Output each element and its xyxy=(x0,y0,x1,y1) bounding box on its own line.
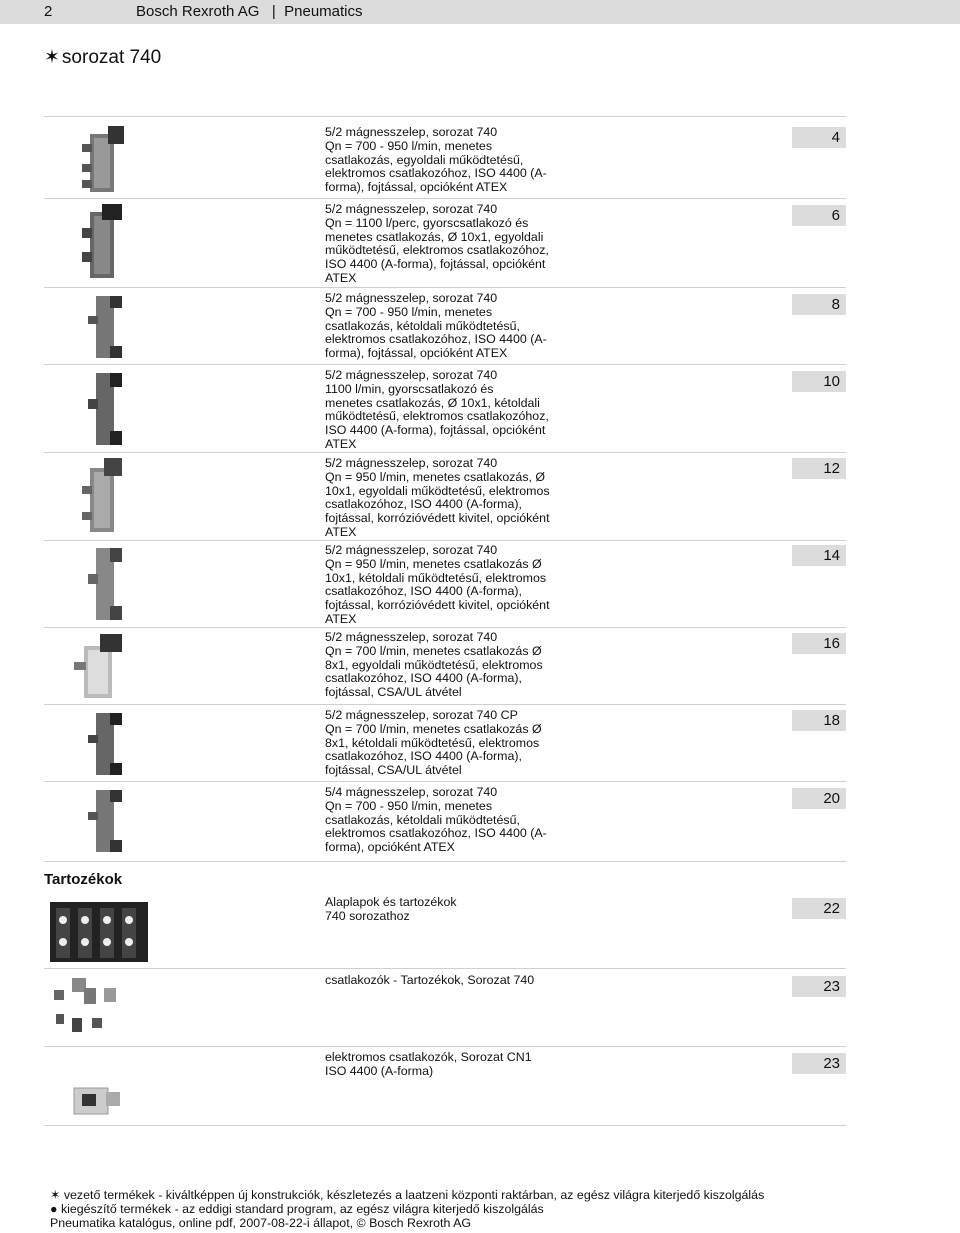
divider xyxy=(44,1125,846,1126)
subbase-plates-image xyxy=(48,896,152,966)
leading-product-star-icon: ✶ xyxy=(44,47,60,68)
divider xyxy=(44,704,846,705)
valve-single-image xyxy=(78,202,126,282)
divider xyxy=(44,198,846,199)
page-header xyxy=(0,0,960,24)
page-link-badge[interactable]: 10 xyxy=(792,371,846,392)
divider xyxy=(44,452,846,453)
footer-legend-leading: ✶ vezető termékek - kiváltképpen új konstrukciók, készletezés a laatzeni központi raktárban, az egész világra kiterjedő kiszolgálás xyxy=(50,1188,765,1202)
page-link-badge[interactable]: 4 xyxy=(792,127,846,148)
accessory-description: csatlakozók - Tartozékok, Sorozat 740 xyxy=(325,973,535,987)
page-link-badge[interactable]: 12 xyxy=(792,458,846,479)
product-description: 5/2 mágnesszelep, sorozat 740 Qn = 950 l/min, menetes csatlakozás Ø 10x1, kétoldali működtetésű, elektromos csatlakozóhoz, ISO 4400 (A-forma), fojtással, korrózióvédett kivitel, opcióként ATEX xyxy=(325,543,550,626)
valve-double-image xyxy=(86,292,126,362)
bullet-icon: ● xyxy=(50,1202,58,1216)
valve-single-image xyxy=(70,632,126,702)
divider xyxy=(44,968,846,969)
connectors-image xyxy=(48,974,128,1040)
page-link-badge[interactable]: 8 xyxy=(792,294,846,315)
divider xyxy=(44,540,846,541)
product-description: 5/2 mágnesszelep, sorozat 740 Qn = 700 - 950 l/min, menetes csatlakozás, egyoldali működtetésű, elektromos csatlakozóhoz, ISO 4400 (A- forma), fojtással, opcióként ATEX xyxy=(325,125,547,195)
page-link-badge[interactable]: 14 xyxy=(792,545,846,566)
accessories-heading: Tartozékok xyxy=(44,871,123,888)
divider xyxy=(44,287,846,288)
valve-single-image xyxy=(78,124,126,196)
page-link-badge[interactable]: 22 xyxy=(792,898,846,919)
divider xyxy=(44,116,846,117)
page-link-badge[interactable]: 6 xyxy=(792,205,846,226)
valve-double-image xyxy=(86,544,126,624)
divider xyxy=(44,781,846,782)
product-description: 5/2 mágnesszelep, sorozat 740 CP Qn = 700 l/min, menetes csatlakozás Ø 8x1, kétoldali működtetésű, elektromos csatlakozóhoz, ISO 4400 (A-forma), fojtással, CSA/UL átvétel xyxy=(325,708,542,778)
accessory-description: Alaplapok és tartozékok 740 sorozathoz xyxy=(325,895,457,923)
valve-double-image xyxy=(86,709,126,779)
product-description: 5/2 mágnesszelep, sorozat 740 Qn = 700 - 950 l/min, menetes csatlakozás, kétoldali működtetésű, elektromos csatlakozóhoz, ISO 4400 (A- forma), fojtással, opcióként ATEX xyxy=(325,291,547,361)
product-description: 5/4 mágnesszelep, sorozat 740 Qn = 700 - 950 l/min, menetes csatlakozás, kétoldali működtetésű, elektromos csatlakozóhoz, ISO 4400 (A- forma), opcióként ATEX xyxy=(325,785,547,855)
footer-catalog-note: Pneumatika katalógus, online pdf, 2007-08-22-i állapot, © Bosch Rexroth AG xyxy=(50,1216,472,1230)
product-description: 5/2 mágnesszelep, sorozat 740 Qn = 1100 l/perc, gyorscsatlakozó és menetes csatlakozás, Ø 10x1, egyoldali működtetésű, elektromos csatlakozóhoz, ISO 4400 (A-forma), fojtással, opcióként ATEX xyxy=(325,202,549,285)
product-description: 5/2 mágnesszelep, sorozat 740 Qn = 950 l/min, menetes csatlakozás, Ø 10x1, egyoldali működtetésű, elektromos csatlakozóhoz, ISO 4400 (A-forma), fojtással, korrózióvédett kivitel, opcióként ATEX xyxy=(325,456,550,539)
valve-double-image xyxy=(86,786,126,856)
valve-single-image xyxy=(78,456,126,536)
page-link-badge[interactable]: 23 xyxy=(792,976,846,997)
page-link-badge[interactable]: 23 xyxy=(792,1053,846,1074)
footer-legend-supplementary: ● kiegészítő termékek - az eddigi standard program, az egész világra kiterjedő kiszolgálás xyxy=(50,1202,544,1216)
page-number: 2 xyxy=(44,3,53,20)
divider xyxy=(44,861,846,862)
valve-double-image xyxy=(86,369,126,449)
page-link-badge[interactable]: 18 xyxy=(792,710,846,731)
series-title-text: sorozat 740 xyxy=(61,47,162,68)
divider xyxy=(44,364,846,365)
divider xyxy=(44,627,846,628)
page-link-badge[interactable]: 20 xyxy=(792,788,846,809)
divider xyxy=(44,1046,846,1047)
accessory-description: elektromos csatlakozók, Sorozat CN1 ISO 4400 (A-forma) xyxy=(325,1050,532,1078)
product-description: 5/2 mágnesszelep, sorozat 740 1100 l/min, gyorscsatlakozó és menetes csatlakozás, Ø 10x1, kétoldali működtetésű, elektromos csatlakozóhoz, ISO 4400 (A-forma), fojtással, opcióként ATEX xyxy=(325,368,549,451)
star-icon: ✶ xyxy=(50,1188,61,1202)
page-link-badge[interactable]: 16 xyxy=(792,633,846,654)
product-description: 5/2 mágnesszelep, sorozat 740 Qn = 700 l/min, menetes csatlakozás Ø 8x1, egyoldali működtetésű, elektromos csatlakozóhoz, ISO 4400 (A-forma), fojtással, CSA/UL átvétel xyxy=(325,630,543,700)
header-title: Bosch Rexroth AG | Pneumatics xyxy=(136,3,363,20)
series-title xyxy=(44,46,161,69)
electrical-connector-image xyxy=(72,1080,124,1120)
